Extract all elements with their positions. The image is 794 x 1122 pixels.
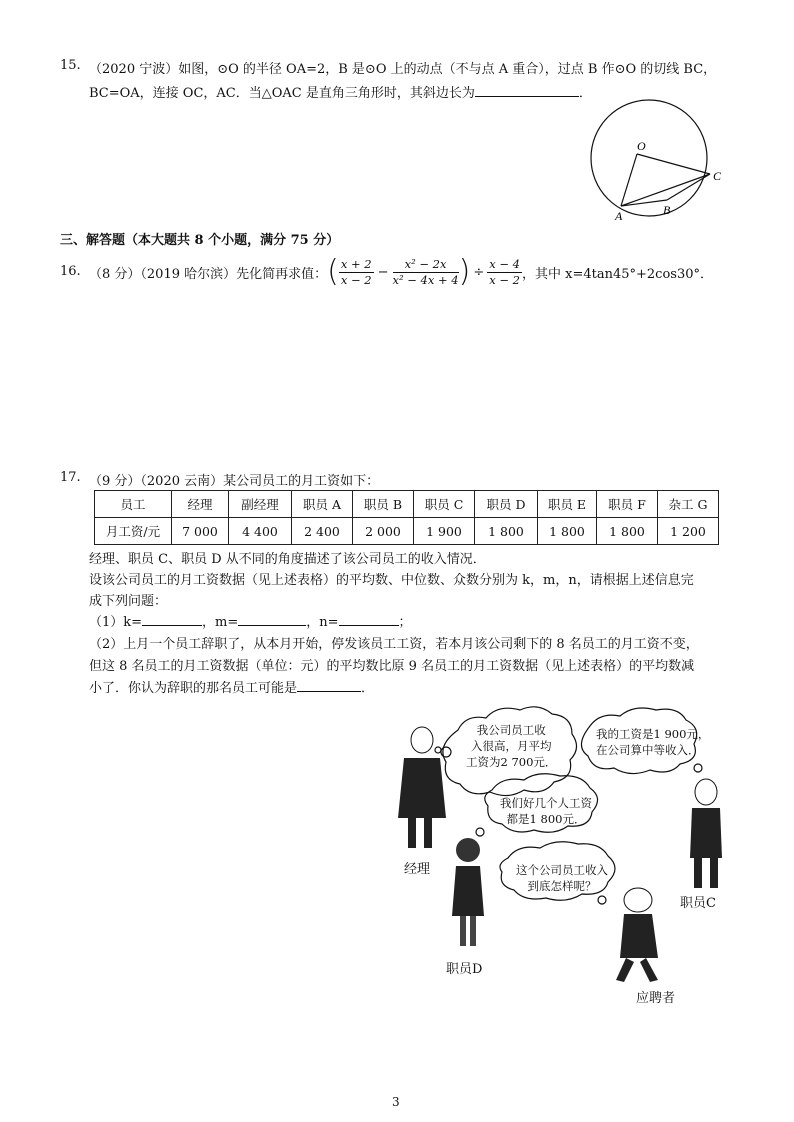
table-cell: 1 800 [538,518,597,545]
table-cell: 职员 B [353,491,414,518]
table-cell: 职员 D [475,491,538,518]
answer-blank [475,84,579,97]
label-a: A [615,209,623,223]
bubble-line: 工资为2 700元． [466,755,557,769]
q17-p3: 成下列问题： [89,594,168,609]
sub1-k: （1）k= [89,615,143,630]
bubble-dot [598,896,606,904]
label-c: C [713,169,722,183]
bubble-line: 在公司算中等收入． [596,743,700,757]
clerk-c-figure [690,779,722,888]
left-paren: ( [327,254,339,289]
table-cell: 经理 [172,491,229,518]
bubble-d-text [500,795,592,827]
clerk-d-legs [460,916,476,946]
label-o: O [637,139,646,153]
bubble-manager-text [466,722,556,770]
bubble-dot [476,828,484,836]
q17-intro: （9 分）（2020 云南）某公司员工的月工资如下： [89,474,380,489]
q15-number: 15. [60,58,81,73]
label-clerk-c: 职员C [680,896,716,911]
applicant-body [620,914,658,958]
table-cell: 副经理 [229,491,292,518]
q16-suffix: ，其中 x=4tan45°+2cos30°． [521,266,713,282]
circle-o [591,100,707,216]
bubble-c-text [596,726,709,758]
sub1-end: ； [398,615,412,630]
bubble-line: 我公司员工收 [476,723,546,737]
applicant-figure [616,888,658,982]
bubble-dot [435,747,441,753]
segment-ac [621,174,710,206]
table-cell: 月工资/元 [95,518,172,545]
clerk-d-head [456,838,480,862]
bubble-line: 都是1 800元． [506,812,586,826]
label-b: B [663,203,671,217]
q17-sub2-line2: 但这 8 名员工的月工资数据（单位：元）的平均数比原 9 名员工的月工资数据（见上述表格）的平均数减 [89,659,695,674]
q17-number: 17. [60,470,81,485]
bubble-line: 到底怎样呢？ [527,879,597,893]
q15-line2 [89,82,592,101]
table-cell: 杂工 G [658,491,719,518]
circle-tangent-figure [585,96,735,226]
table-cell: 2 400 [292,518,353,545]
manager-legs [408,818,432,848]
table-row-salary [95,518,719,545]
bubble-dot [694,764,702,772]
sub1-n: ，n= [306,615,339,630]
answer-blank [238,613,306,626]
q17-sub2-line3 [89,677,374,696]
table-cell: 7 000 [172,518,229,545]
q17-p1: 经理、职员 C、职员 D 从不同的角度描述了该公司员工的收入情况． [89,552,486,567]
divide-sign: ÷ [473,264,485,280]
q15-line2-end: ． [578,86,592,101]
fraction-2: $\frac{\text{x² − 2x}}{\text{x² − 4x + 4}}$ [392,256,459,287]
q17-p2: 设该公司员工的月工资数据（见上述表格）的平均数、中位数、众数分别为 k，m，n，请根据上述信息完 [89,573,694,588]
clerk-c-body [690,808,722,858]
q15-line1: （2020 宁波）如图，⊙O 的半径 OA=2，B 是⊙O 上的动点（不与点 A 重合），过点 B 作⊙O 的切线 BC， [89,62,717,77]
table-cell: 职员 A [292,491,353,518]
sub2-end: ． [361,681,375,696]
clerk-d-body [452,866,484,916]
table-cell: 2 000 [353,518,414,545]
q15-line2-text: BC=OA，连接 OC，AC．当△OAC 是直角三角形时，其斜边长为 [89,86,475,101]
label-applicant: 应聘者 [636,991,676,1006]
bubble-line: 入很高，月平均 [470,739,552,753]
label-clerk-d: 职员D [446,962,483,977]
answer-blank [339,613,399,626]
fraction-1: $\frac{x + 2}{x - 2}$ [340,256,372,287]
bubble-line: 这个公司员工收入 [516,863,608,877]
sub2-line3-text: 小了．你认为辞职的那名员工可能是 [89,681,298,696]
table-cell: 员工 [95,491,172,518]
right-paren: ) [458,254,471,289]
table-cell: 1 200 [658,518,719,545]
table-cell: 4 400 [229,518,292,545]
segment-oc [637,154,710,174]
q16-prefix: （8 分）（2019 哈尔滨）先化简再求值： [89,266,328,282]
applicant-legs [616,958,658,982]
bubble-applicant-text [516,862,608,894]
applicant-head [624,888,652,912]
sub1-m: ，m= [202,615,239,630]
manager-body [398,758,446,818]
clerk-c-head [695,779,717,805]
clerk-c-legs [694,858,718,888]
minus-sign: − [377,264,389,280]
q16-line [89,254,713,290]
bubble-line: 我们好几个人工资 [500,796,592,810]
table-cell: 职员 E [538,491,597,518]
page-number: 3 [392,1095,400,1109]
table-cell: 职员 F [597,491,658,518]
q16-number: 16. [60,264,81,279]
table-cell: 1 900 [414,518,475,545]
table-cell: 1 800 [475,518,538,545]
table-row-header [95,491,719,518]
answer-blank [142,613,202,626]
table-cell: 1 800 [597,518,658,545]
q17-sub1 [89,611,412,630]
bubble-line: 我的工资是1 900元， [596,727,710,741]
table-cell: 职员 C [414,491,475,518]
label-manager: 经理 [404,862,431,877]
clerk-d-figure [452,838,484,946]
answer-blank [297,679,361,692]
manager-figure [398,727,446,848]
salary-table [94,490,719,545]
manager-head [411,727,433,753]
section-title: 三、解答题（本大题共 8 个小题，满分 75 分） [60,233,340,248]
q17-sub2-line1: （2）上月一个员工辞职了，从本月开始，停发该员工工资，若本月该公司剩下的 8 名员工的月工资不变， [89,637,699,652]
segment-oa [621,154,637,206]
fraction-3: $\frac{x - 4}{x - 2}$ [489,256,520,287]
